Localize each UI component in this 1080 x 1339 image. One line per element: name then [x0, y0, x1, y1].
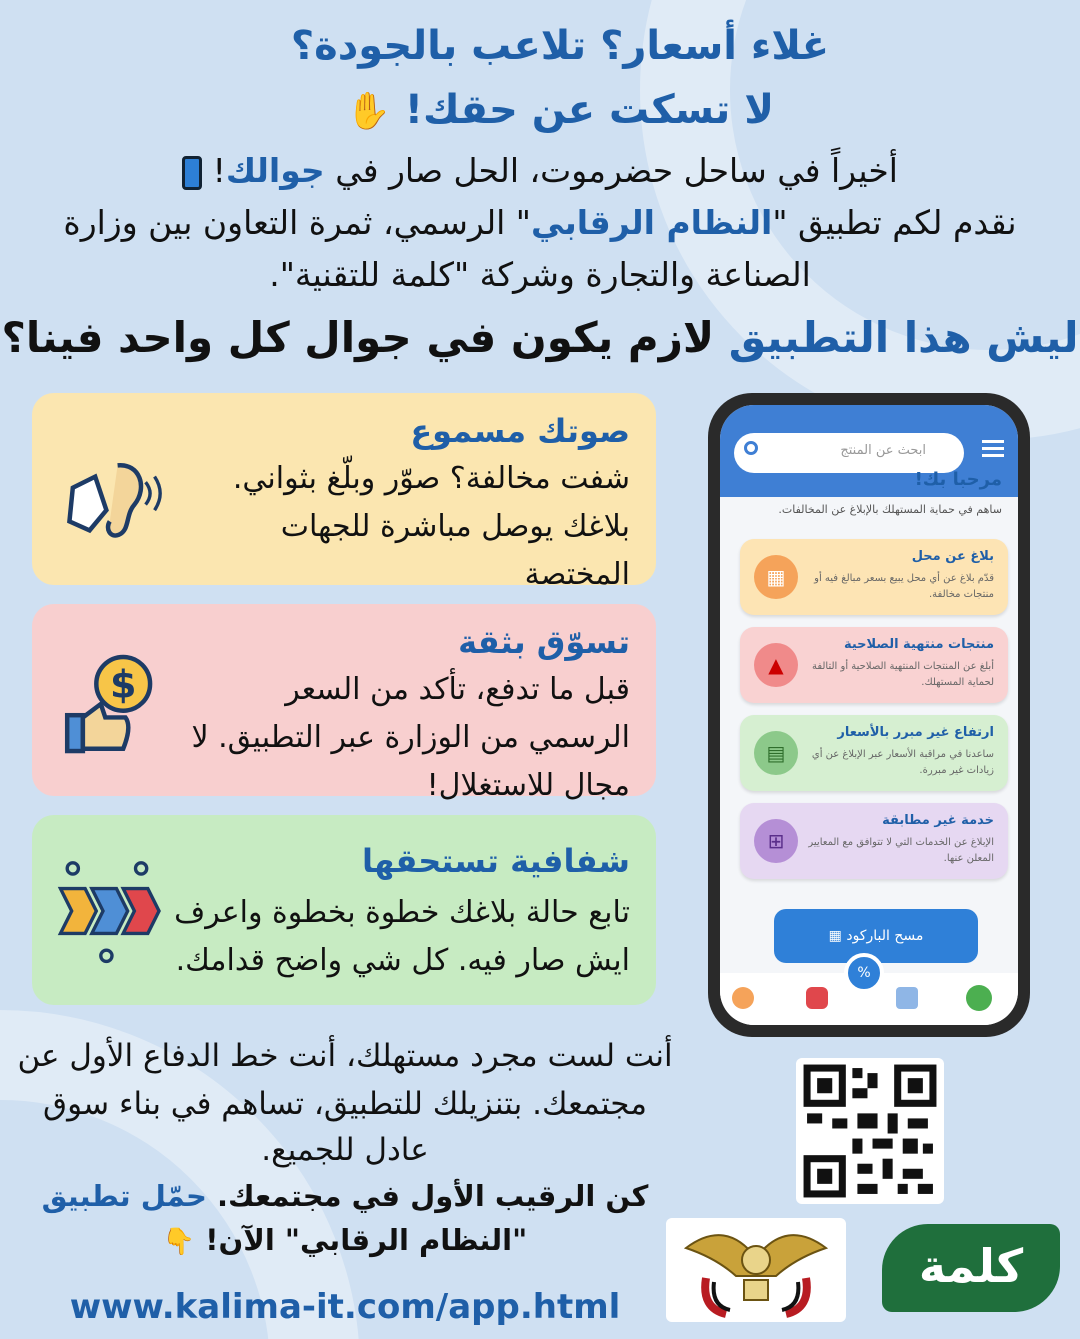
footer-cta2: [0, 1218, 690, 1264]
feature-card-shop: [32, 604, 656, 803]
phone-screen: [720, 405, 1018, 1025]
expired-products-card[interactable]: [740, 627, 1008, 703]
app-search-input[interactable]: [734, 433, 964, 473]
store-plus-icon: ⊞: [754, 819, 798, 863]
intro-highlight: جوالك: [225, 151, 325, 190]
cta-blue: حمّل تطبيق: [41, 1179, 207, 1213]
mismatched-service-card[interactable]: [740, 803, 1008, 879]
headline: غلاء أسعار؟ تلاعب بالجودة؟: [290, 23, 830, 69]
price-rise-card[interactable]: [740, 715, 1008, 791]
search-icon: [744, 441, 758, 455]
app-url-link[interactable]: www.kalima-it.com/app.html: [69, 1287, 621, 1327]
mobile-phone-icon: [182, 156, 202, 190]
app-bottom-nav: [720, 965, 1018, 1025]
phone-mockup: [708, 393, 1030, 1037]
card-title: تسوّق بثقة: [458, 623, 630, 661]
subheadline-text: لا تسكت عن حقك!: [404, 87, 775, 133]
barcode-icon: ▦: [828, 928, 842, 944]
card-desc: الإبلاغ عن الخدمات التي لا تتوافق مع المعايير المعلن عنها.: [808, 837, 994, 864]
qr-code-graphic: [796, 1058, 944, 1204]
scan-label: مسح الباركود: [846, 928, 924, 944]
why-question-blue: ليش هذا التطبيق: [728, 313, 1079, 362]
receipt-icon: ▤: [754, 731, 798, 775]
app-welcome: مرحبا بك!: [914, 469, 1002, 490]
app-subtitle: ساهم في حماية المستهلك بالإبلاغ عن المخالفات.: [778, 503, 1002, 516]
warning-icon: ▲: [754, 643, 798, 687]
card-title: شفافية تستحقها: [362, 842, 630, 880]
menu-icon[interactable]: [982, 447, 1004, 450]
card-title: ارتفاع غير مبرر بالأسعار: [837, 725, 994, 740]
footer-p3: عادل للجميع.: [261, 1132, 429, 1168]
card-desc: قدّم بلاغ عن أي محل يبيع بسعر مبالغ فيه أو منتجات مخالفة.: [814, 573, 994, 600]
raised-hand-icon: ✋: [345, 91, 391, 132]
scan-barcode-button[interactable]: [774, 909, 978, 963]
crest-graphic: [666, 1218, 846, 1322]
footer-p1: أنت لست مجرد مستهلك، أنت خط الدفاع الأول عن: [17, 1038, 673, 1074]
cta-dark: كن الرقيب الأول في مجتمعك.: [217, 1179, 649, 1213]
svg-text:$: $: [109, 662, 137, 707]
yemen-eagle-crest-icon: [666, 1218, 846, 1322]
card-title: صوتك مسموع: [410, 412, 630, 450]
pointing-down-icon: 👇: [162, 1227, 196, 1257]
search-placeholder: ابحث عن المنتج: [840, 443, 926, 458]
card-desc: ساعدنا في مراقبة الأسعار عبر الإبلاغ عن أي زيادات غير مبررة.: [811, 749, 994, 776]
thumbs-up-dollar-icon: [56, 648, 168, 760]
app-name-highlight: النظام الرقابي: [530, 203, 773, 242]
nav-report-icon[interactable]: [896, 987, 918, 1009]
qr-code-icon: [796, 1058, 944, 1204]
card-desc-1: قبل ما تدفع، تأكد من السعر: [285, 672, 630, 707]
intro-b-end: " الرسمي، ثمرة التعاون بين وزارة: [63, 203, 531, 242]
footer-cta: [0, 1174, 690, 1218]
card-desc: أبلغ عن المنتجات المنتهية الصلاحية أو التالفة لحماية المستهلك.: [811, 661, 994, 688]
intro-b-start: نقدم لكم تطبيق ": [772, 203, 1017, 242]
why-question: [0, 308, 1080, 368]
nav-offers-icon[interactable]: %: [844, 953, 884, 993]
intro-text: أخيراً في ساحل حضرموت، الحل صار في: [335, 151, 898, 190]
feature-card-voice: [32, 393, 656, 592]
intro-line-1: [0, 146, 1080, 196]
card-desc-2: الرسمي من الوزارة عبر التطبيق. لا: [191, 720, 630, 755]
intro-end: !: [212, 151, 226, 190]
kalima-logo: كلمة: [882, 1224, 1060, 1312]
card-desc-2: بلاغك يوصل مباشرة للجهات: [280, 509, 630, 544]
cta2-text: "النظام الرقابي" الآن!: [205, 1223, 528, 1257]
intro-line-3: الصناعة والتجارة وشركة "كلمة للتقنية".: [269, 255, 811, 294]
card-desc-2: ايش صار فيه. كل شي واضح قدامك.: [175, 943, 630, 978]
subheadline: [0, 82, 1080, 140]
process-arrows-icon: [56, 855, 168, 967]
card-desc-3: مجال للاستغلال!: [426, 768, 630, 803]
card-title: خدمة غير مطابقة: [882, 813, 994, 828]
report-shop-card[interactable]: [740, 539, 1008, 615]
footer-p2: مجتمعك. بتنزيلك للتطبيق، تساهم في بناء سوق: [43, 1086, 647, 1122]
ear-hand-icon: [56, 443, 168, 555]
shop-icon: ▦: [754, 555, 798, 599]
card-title: منتجات منتهية الصلاحية: [843, 637, 994, 652]
card-desc-1: تابع حالة بلاغك خطوة بخطوة واعرف: [174, 895, 630, 930]
feature-card-transparency: [32, 815, 656, 1005]
card-desc-3: المختصة: [524, 557, 630, 592]
nav-people-icon[interactable]: [732, 987, 754, 1009]
intro-line-2: [0, 198, 1080, 248]
card-desc-1: شفت مخالفة؟ صوّر وبلّغ بثواني.: [232, 461, 630, 496]
card-title: بلاغ عن محل: [911, 549, 994, 564]
nav-globe-icon[interactable]: [966, 985, 992, 1011]
why-question-dark: لازم يكون في جوال كل واحد فينا؟: [1, 313, 715, 362]
nav-shop-icon[interactable]: [806, 987, 828, 1009]
